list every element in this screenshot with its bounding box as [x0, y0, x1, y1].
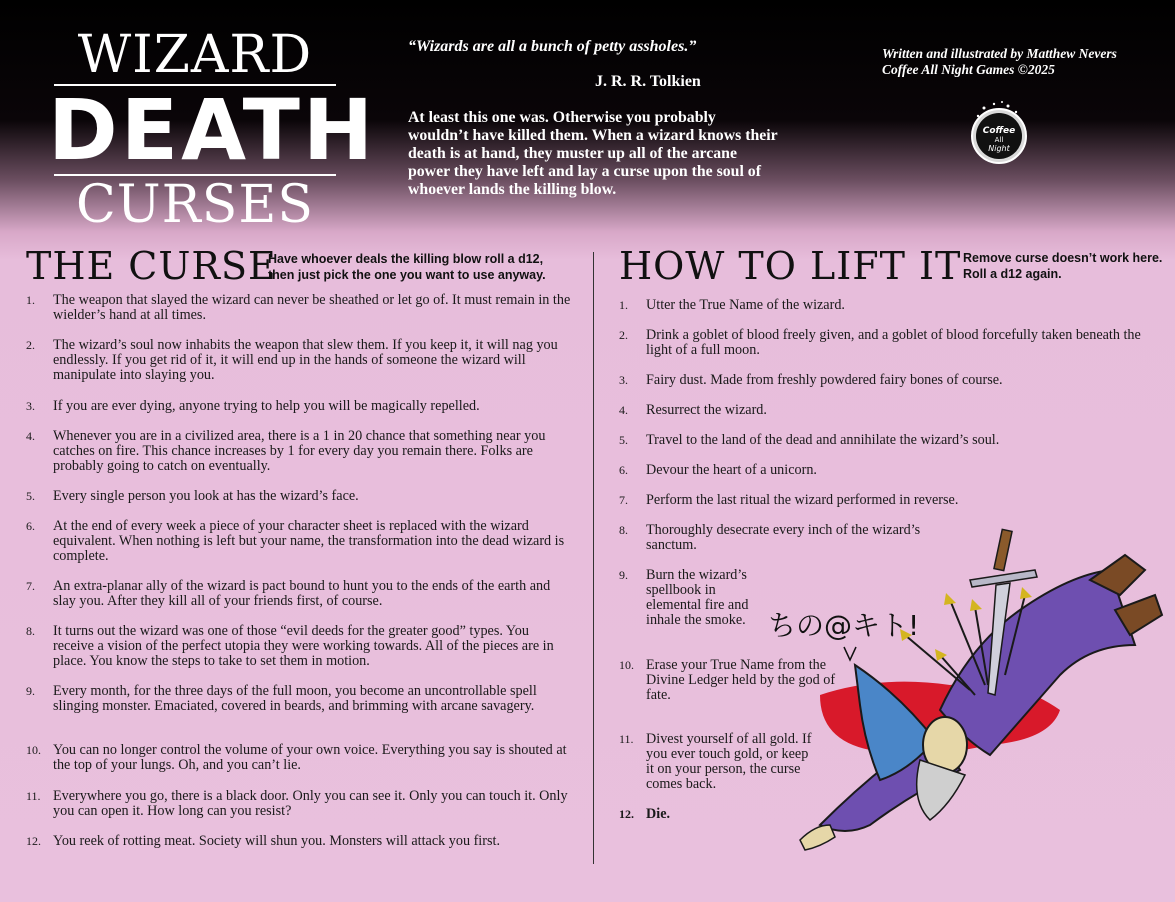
- curse-item-text: The weapon that slayed the wizard can never be sheathed or let go of. It must remain in the wielder’s hand at all times.: [53, 292, 571, 323]
- curse-item-text: Everywhere you go, there is a black door. Only you can see it. Only you can touch it. Only you can open it. How long can you resist?: [53, 788, 568, 819]
- lift-item: [619, 463, 1156, 478]
- last-words-scribble: ちの@キト!: [768, 609, 920, 642]
- curse-item: [26, 293, 573, 323]
- curse-item: [26, 743, 573, 773]
- curse-item-text: The wizard’s soul now inhabits the weapon that slew them. If you keep it, it will nag you endlessly. If you get rid of it, it will end up in the hands of someone the wizard will manipulate into slaying you.: [53, 337, 558, 383]
- dead-wizard-illustration: [760, 525, 1165, 870]
- lift-item: [619, 373, 1156, 388]
- curse-item-text: Whenever you are in a civilized area, there is a 1 in 20 chance that something near you catches on fire. This chance increases by 1 for every day you remain there. Folks are probably going to catch on eventually.: [53, 428, 546, 474]
- curse-item: [26, 834, 573, 849]
- lift-item: [619, 298, 1156, 313]
- lift-item-number: 2.: [619, 328, 628, 342]
- curse-item-text: Every month, for the three days of the full moon, you become an uncontrollable spell slinging monster. Emaciated, covered in beards, and brimming with arcane savagery.: [53, 683, 537, 714]
- curse-item: [26, 429, 573, 474]
- lift-item-number: 5.: [619, 433, 628, 447]
- intro-text: At least this one was. Otherwise you probably wouldn’t have killed them. When a wizard knows their death is at hand, they muster up all of the arcane power they have left and lay a curse upon the soul of whoever lands the killing blow.: [408, 109, 778, 198]
- arrow-fletching: [944, 593, 956, 605]
- lift-item-number: 6.: [619, 463, 628, 477]
- curse-heading: THE CURSE: [26, 244, 277, 288]
- wizard-hand: [800, 825, 835, 850]
- lift-item: [619, 328, 1156, 358]
- epigraph-attribution: J. R. R. Tolkien: [595, 73, 701, 90]
- publisher-logo-line1: Coffee: [982, 126, 1016, 136]
- speech-tick: [844, 647, 856, 660]
- lift-item-text: Thoroughly desecrate every inch of the wizard’s sanctum.: [646, 522, 921, 553]
- curse-item-number: 11.: [26, 789, 41, 803]
- lift-item-number: 10.: [619, 658, 634, 672]
- title-line-wizard: WIZARD: [77, 25, 313, 85]
- lift-item-text: Burn the wizard’s spellbook in elemental fire and inhale the smoke.: [646, 567, 749, 628]
- lift-item-text: Die.: [646, 806, 671, 822]
- lift-item-number: 12.: [619, 807, 634, 821]
- lift-item-text: Erase your True Name from the Divine Ledger held by the god of fate.: [646, 657, 836, 703]
- arrow: [905, 635, 970, 690]
- lift-item-number: 8.: [619, 523, 628, 537]
- curse-item: [26, 399, 573, 414]
- curse-item: [26, 519, 573, 564]
- lift-item-number: 4.: [619, 403, 628, 417]
- curse-item: [26, 338, 573, 383]
- lift-item-number: 11.: [619, 732, 634, 746]
- curse-item-text: You reek of rotting meat. Society will shun you. Monsters will attack you first.: [53, 833, 500, 849]
- arrow-fletching: [1020, 587, 1032, 599]
- lift-heading: HOW TO LIFT IT: [619, 244, 962, 288]
- curse-item: [26, 789, 573, 819]
- lift-item: [619, 433, 1156, 448]
- curse-item: [26, 624, 573, 669]
- credits-publisher: Coffee All Night Games ©2025: [882, 62, 1055, 77]
- epigraph-quote: “Wizards are all a bunch of petty assholes.”: [408, 38, 697, 55]
- curse-item-number: 3.: [26, 399, 35, 413]
- lift-item-text: Utter the True Name of the wizard.: [646, 297, 845, 313]
- lift-item: [619, 493, 1156, 508]
- lift-item-text: Perform the last ritual the wizard performed in reverse.: [646, 492, 959, 508]
- lift-item-number: 7.: [619, 493, 628, 507]
- lift-item-text: Drink a goblet of blood freely given, and a goblet of blood forcefully taken beneath the light of a full moon.: [646, 327, 1141, 358]
- lift-item-number: 3.: [619, 373, 628, 387]
- curse-item-number: 2.: [26, 338, 35, 352]
- lift-note: Remove curse doesn’t work here. Roll a d12 again.: [963, 251, 1163, 281]
- curse-item: [26, 684, 573, 714]
- curse-item-text: Every single person you look at has the wizard’s face.: [53, 488, 359, 504]
- title-line-curses: CURSES: [76, 175, 314, 235]
- curse-item-number: 7.: [26, 579, 35, 593]
- curse-item-text: It turns out the wizard was one of those “evil deeds for the greater good” types. You receive a vision of the perfect utopia they were working towards. All of the pieces are in place. You know the steps to take to set them in motion.: [53, 623, 554, 669]
- arrow-fletching: [935, 649, 947, 661]
- curse-item-number: 12.: [26, 834, 41, 848]
- lift-item-text: Resurrect the wizard.: [646, 402, 767, 418]
- title-logo: [48, 25, 377, 235]
- publisher-logo-icon: [964, 100, 1034, 164]
- arrow-fletching: [970, 599, 982, 611]
- curse-item-number: 6.: [26, 519, 35, 533]
- curse-item-number: 9.: [26, 684, 35, 698]
- curse-item-text: At the end of every week a piece of your character sheet is replaced with the wizard equivalent. When nothing is left but your name, the transformation into the dead wizard is complete.: [53, 518, 565, 564]
- lift-item-text: Divest yourself of all gold. If you ever touch gold, or keep it on your person, the curse comes back.: [646, 731, 812, 792]
- credits: [882, 46, 1117, 78]
- title-line-death: DEATH: [48, 81, 377, 179]
- credits-author: Written and illustrated by Matthew Nevers: [882, 46, 1117, 61]
- lift-item-text: Devour the heart of a unicorn.: [646, 462, 817, 478]
- lift-item-number: 1.: [619, 298, 628, 312]
- curse-item-number: 1.: [26, 293, 35, 307]
- curse-item: [26, 579, 573, 609]
- curse-item-text: An extra-planar ally of the wizard is pact bound to hunt you to the ends of the earth and slay you. After they kill all of your friends first, of course.: [53, 578, 551, 609]
- lift-item: [619, 403, 1156, 418]
- curse-item-number: 4.: [26, 429, 35, 443]
- lift-item-number: 9.: [619, 568, 628, 582]
- publisher-logo-line2: All: [994, 136, 1004, 144]
- lift-item-text: Travel to the land of the dead and annihilate the wizard’s soul.: [646, 432, 1000, 448]
- curse-item-number: 8.: [26, 624, 35, 638]
- curse-item-text: You can no longer control the volume of your own voice. Everything you say is shouted at the top of your lungs. Oh, and you can’t lie.: [53, 742, 567, 773]
- curse-item-text: If you are ever dying, anyone trying to help you will be magically repelled.: [53, 398, 480, 414]
- curse-note: Have whoever deals the killing blow roll a d12, then just pick the one you want to use anyway.: [268, 252, 546, 282]
- lift-item: [619, 568, 764, 628]
- curse-item-number: 10.: [26, 743, 41, 757]
- lift-item-text: Fairy dust. Made from freshly powdered fairy bones of course.: [646, 372, 1003, 388]
- curse-item: [26, 489, 573, 504]
- sword-hilt: [994, 529, 1012, 570]
- column-divider: [593, 252, 594, 864]
- publisher-logo-line3: Night: [988, 144, 1010, 153]
- curse-item-number: 5.: [26, 489, 35, 503]
